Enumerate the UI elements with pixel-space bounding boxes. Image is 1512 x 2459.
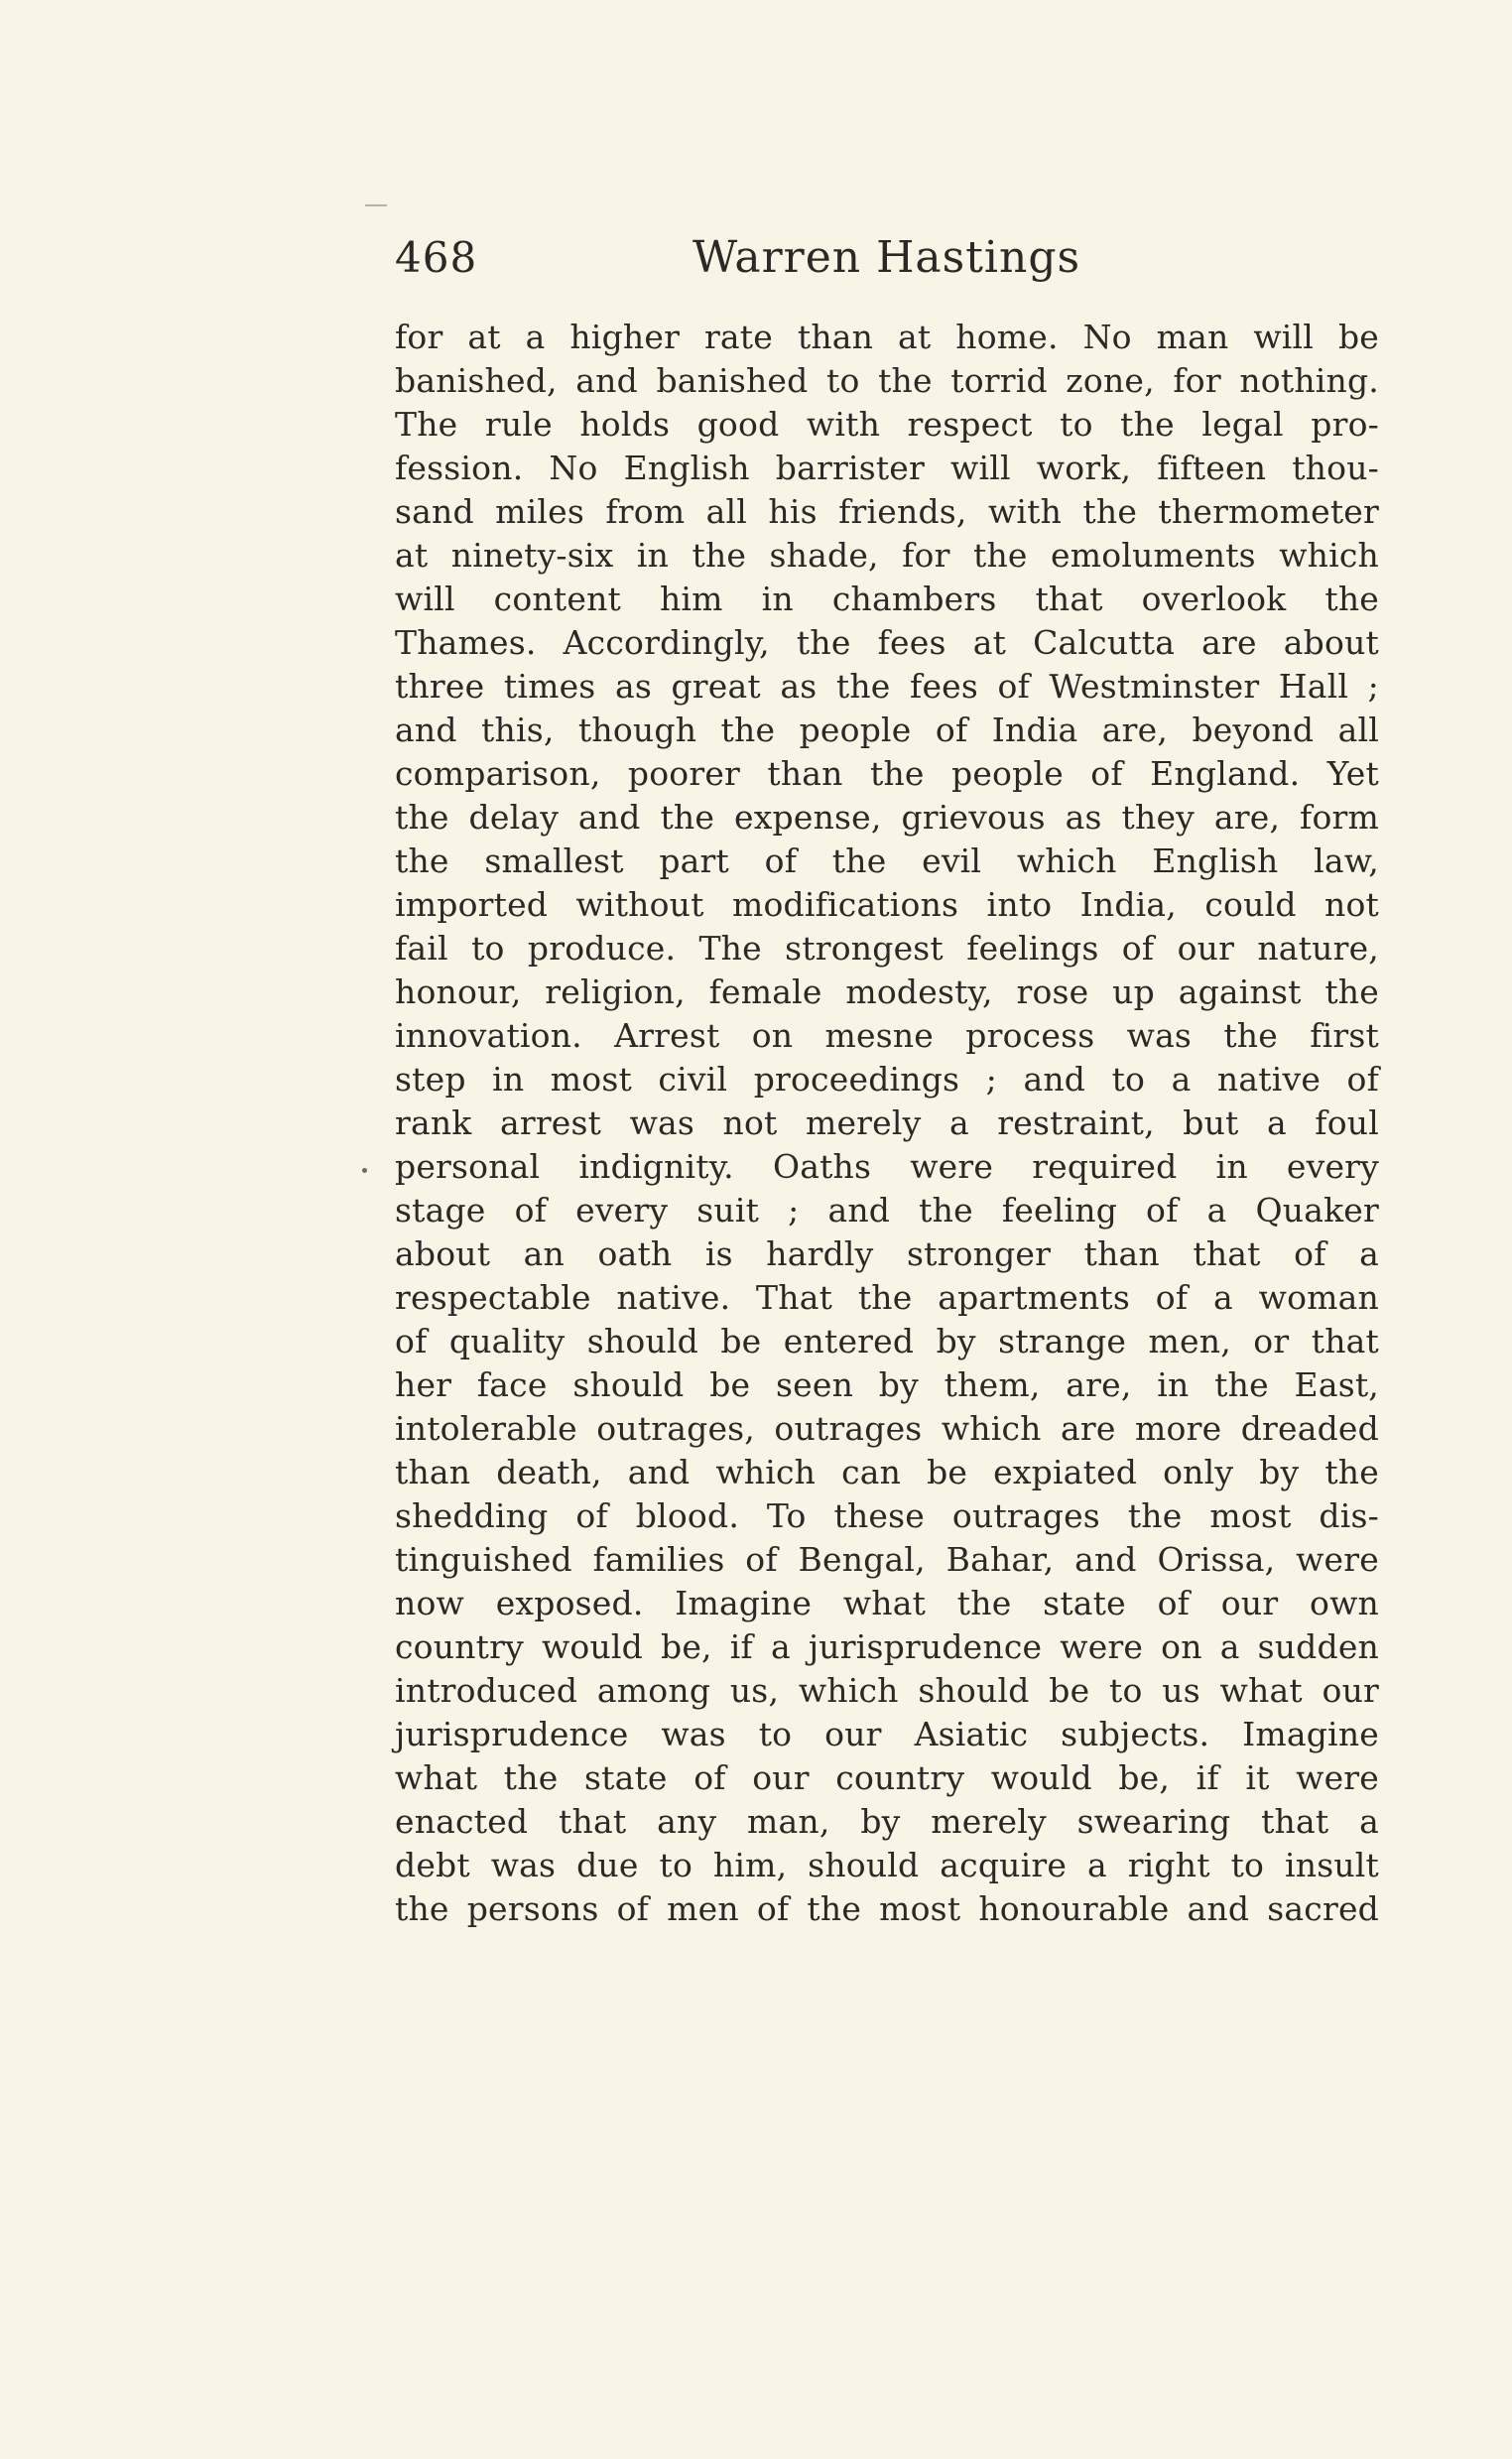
text-line: what the state of our country would be, if it were [395, 1758, 1379, 1797]
text-line: intolerable outrages, outrages which are more dreaded [395, 1409, 1379, 1448]
text-line: country would be, if a jurisprudence were on a sudden [395, 1627, 1379, 1666]
text-line: Thames. Accordingly, the fees at Calcutta are about [395, 623, 1379, 662]
text-line: her face should be seen by them, are, in the East, [395, 1365, 1379, 1404]
margin-dot [362, 1168, 367, 1173]
text-line: respectable native. That the apartments of a woman [395, 1278, 1379, 1317]
text-line: and this, though the people of India are, beyond all [395, 711, 1379, 749]
text-line: will content him in chambers that overlook the [395, 580, 1379, 618]
text-line: shedding of blood. To these outrages the most dis- [395, 1496, 1379, 1535]
page-number: 468 [395, 233, 478, 282]
text-line: innovation. Arrest on mesne process was the first [395, 1016, 1379, 1055]
text-line: enacted that any man, by merely swearing that a [395, 1802, 1379, 1841]
text-line: the persons of men of the most honourable and sacred [395, 1889, 1379, 1928]
text-line: comparison, poorer than the people of England. Yet [395, 754, 1379, 793]
text-line: three times as great as the fees of Westminster Hall ; [395, 667, 1379, 706]
text-line: introduced among us, which should be to us what our [395, 1671, 1379, 1710]
text-line: rank arrest was not merely a restraint, but a foul [395, 1103, 1379, 1142]
text-line: for at a higher rate than at home. No man will be [395, 318, 1379, 356]
text-line: tinguished families of Bengal, Bahar, and Orissa, were [395, 1540, 1379, 1579]
text-line: jurisprudence was to our Asiatic subjects. Imagine [395, 1715, 1379, 1753]
text-line: The rule holds good with respect to the legal pro- [395, 405, 1379, 444]
text-line: than death, and which can be expiated only by the [395, 1453, 1379, 1491]
text-line: of quality should be entered by strange men, or that [395, 1322, 1379, 1360]
text-line: at ninety-six in the shade, for the emoluments which [395, 536, 1379, 575]
text-line: step in most civil proceedings ; and to a native of [395, 1060, 1379, 1099]
corner-mark [365, 204, 387, 206]
text-line: banished, and banished to the torrid zone, for nothing. [395, 361, 1379, 400]
text-line: imported without modifications into India, could not [395, 885, 1379, 924]
text-line: sand miles from all his friends, with the thermometer [395, 492, 1379, 531]
text-line: personal indignity. Oaths were required in every [395, 1147, 1379, 1186]
text-line: debt was due to him, should acquire a right to insult [395, 1846, 1379, 1884]
text-line: stage of every suit ; and the feeling of a Quaker [395, 1191, 1379, 1230]
text-line: fession. No English barrister will work, fifteen thou- [395, 449, 1379, 487]
body-text [395, 316, 1379, 1931]
text-line: now exposed. Imagine what the state of our own [395, 1584, 1379, 1622]
text-line: the smallest part of the evil which English law, [395, 841, 1379, 880]
text-line: fail to produce. The strongest feelings of our nature, [395, 929, 1379, 968]
text-line: honour, religion, female modesty, rose up against the [395, 972, 1379, 1011]
text-line: about an oath is hardly stronger than that of a [395, 1234, 1379, 1273]
text-line: the delay and the expense, grievous as they are, form [395, 798, 1379, 837]
page-header [395, 228, 1387, 288]
running-title: Warren Hastings [693, 232, 1081, 283]
